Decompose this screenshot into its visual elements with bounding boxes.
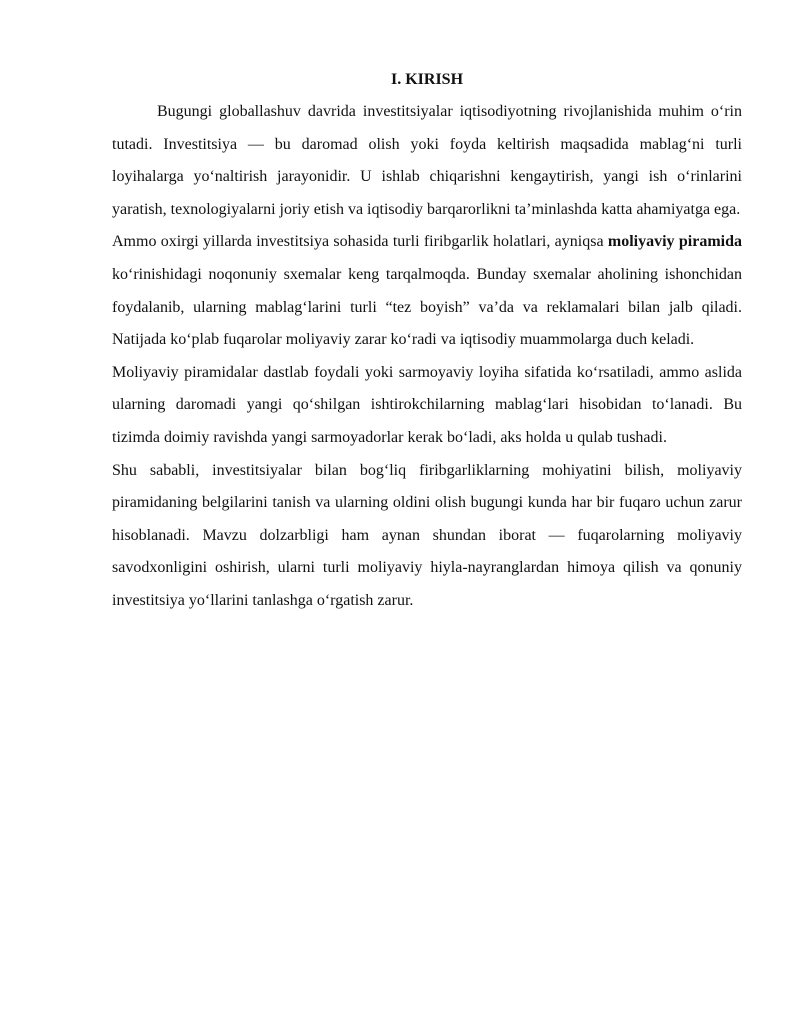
section-heading: I. KIRISH bbox=[390, 71, 464, 88]
paragraph-pyramid: Moliyaviy piramidalar dastlab foydali yoki sarmoyaviy loyiha sifatida ko‘rsatiladi, ammo aslida ularning daromadi yangi qo‘shilgan ishtirokchilarning mablag‘lari hisobidan to‘lanadi. Bu tizimda doimiy ravishda yangi sarmoyadorlar kerak bo‘ladi, aks holda u qulab tushadi. bbox=[112, 363, 742, 446]
paragraph-fraud-text-after: ko‘rinishidagi noqonuniy sxemalar keng tarqalmoqda. Bunday sxemalar aholining ishonchidan foydalanib, ularning mablag‘larini turli “tez boyish” va’da va reklamalari bilan jalb qiladi. Natijada ko‘plab fuqarolar moliyaviy zarar ko‘radi va iqtisodiy muammolarga duch keladi. bbox=[112, 265, 742, 349]
paragraph-relevance: Shu sababli, investitsiyalar bilan bog‘liq firibgarliklarning mohiyatini bilish, moliyaviy piramidaning belgilarini tanish va ularning oldini olish bugungi kunda har bir fuqaro uchun zarur hisoblanadi. Mavzu dolzarbligi ham aynan shundan iborat — fuqarolarning moliyaviy savodxonligini oshirish, ularni turli moliyaviy hiyla-nayranglardan himoya qilish va qonuniy investitsiya yo‘llarini tanlashga o‘rgatish zarur. bbox=[112, 461, 742, 609]
paragraph-fraud-text-before: Ammo oxirgi yillarda investitsiya sohasida turli firibgarlik holatlari, ayniqsa bbox=[112, 233, 608, 251]
paragraph-fraud-bold-term: moliyaviy piramida bbox=[607, 233, 742, 251]
document-page bbox=[112, 68, 742, 618]
paragraph-introduction: Bugungi globallashuv davrida investitsiyalar iqtisodiyotning rivojlanishida muhim o‘rin tutadi. Investitsiya — bu daromad olish yoki foyda keltirish maqsadida mablag‘ni turli loyihalarga yo‘naltirish jarayonidir. U ishlab chiqarishni kengaytirish, yangi ish o‘rinlarini yaratish, texnologiyalarni joriy etish va iqtisodiy barqarorlikni ta’minlashda katta ahamiyatga ega. bbox=[112, 103, 742, 218]
paragraph-fraud bbox=[112, 226, 742, 356]
